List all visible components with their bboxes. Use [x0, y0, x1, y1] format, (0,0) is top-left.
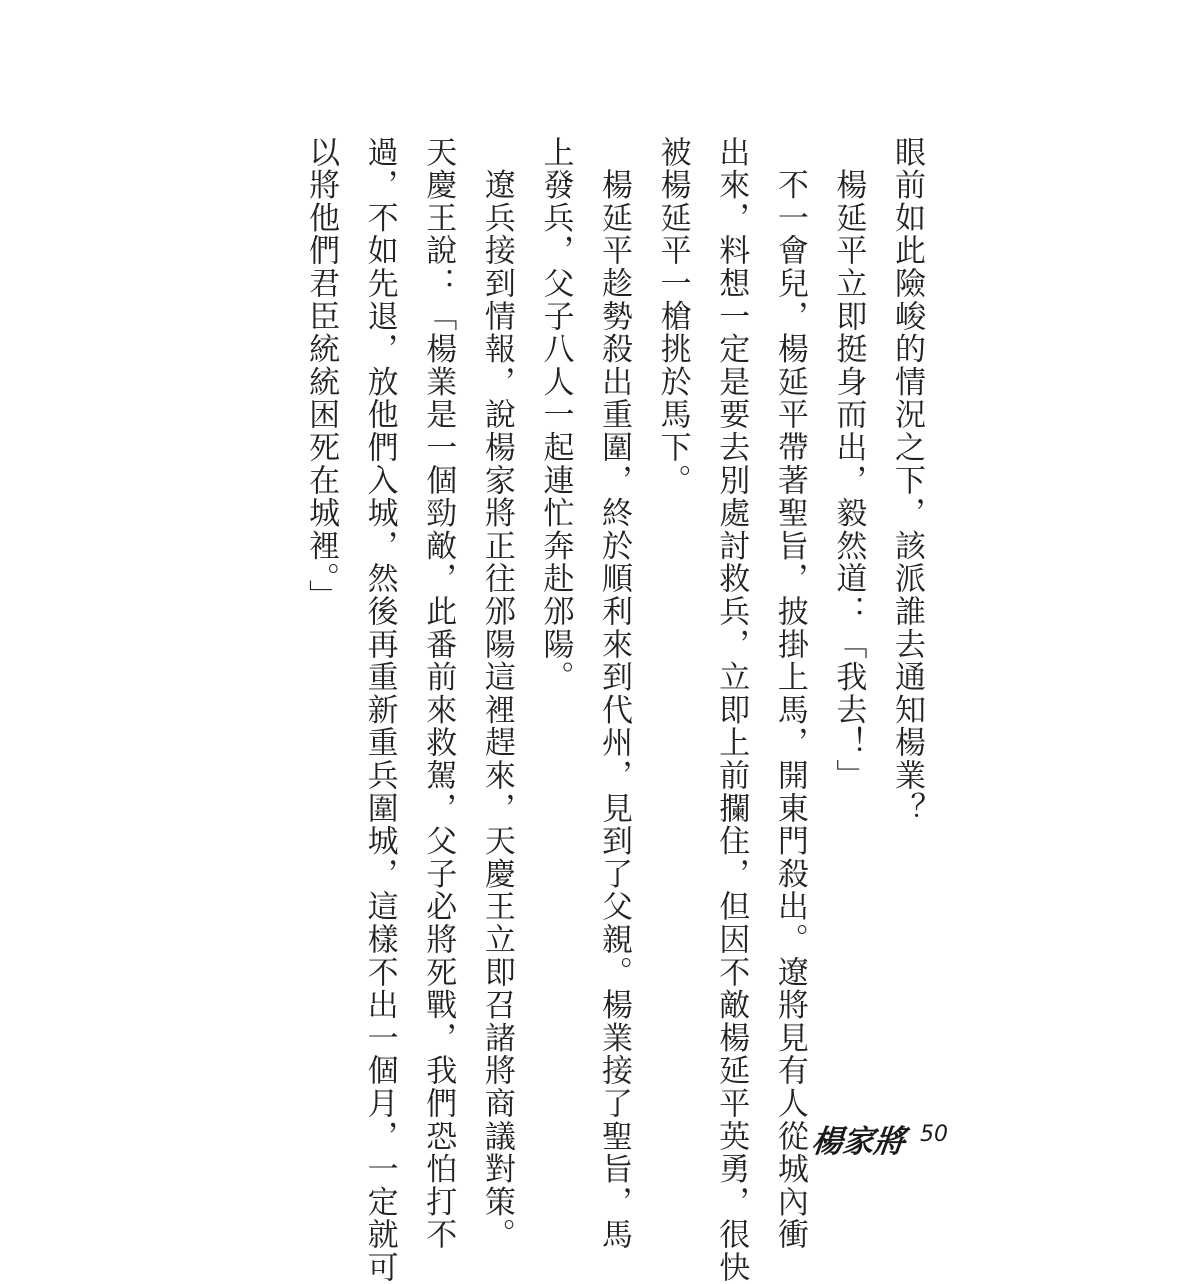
text-line: 眼前如此險峻的情況之下，該派誰去通知楊業？ [889, 136, 925, 825]
text-line: 楊延平趁勢殺出重圍，終於順利來到代州，見到了父親。楊業接了聖旨，馬 [596, 136, 633, 1252]
text-line: 不一會兒，楊延平帶著聖旨，披掛上馬，開東門殺出。遼將見有人從城內衝 [771, 136, 808, 1252]
text-line: 楊延平立即挺身而出，毅然道：「我去！」 [830, 136, 867, 792]
text-line: 以將他們君臣統統困死在城裡。」 [303, 136, 340, 613]
text-line: 出來，料想一定是要去別處討救兵，立即上前攔住，但因不敵楊延平英勇，很快 [713, 136, 750, 1284]
text-line: 天慶王說：「楊業是一個勁敵，此番前來救駕，父子必將死戰，我們恐怕打不 [420, 136, 457, 1252]
text-line: 過，不如先退，放他們入城，然後再重新重兵圍城，這樣不出一個月，一定就可 [361, 136, 398, 1284]
footer-book-title: 楊家將 [809, 1124, 907, 1160]
text-line: 上發兵，父子八人一起連忙奔赴邠陽。 [537, 136, 574, 694]
page-number: 50 [920, 1122, 948, 1147]
text-line: 遼兵接到情報，說楊家將正往邠陽這裡趕來，天慶王立即召諸將商議對策。 [478, 136, 515, 1252]
text-line: 被楊延平一槍挑於馬下。 [654, 136, 691, 497]
